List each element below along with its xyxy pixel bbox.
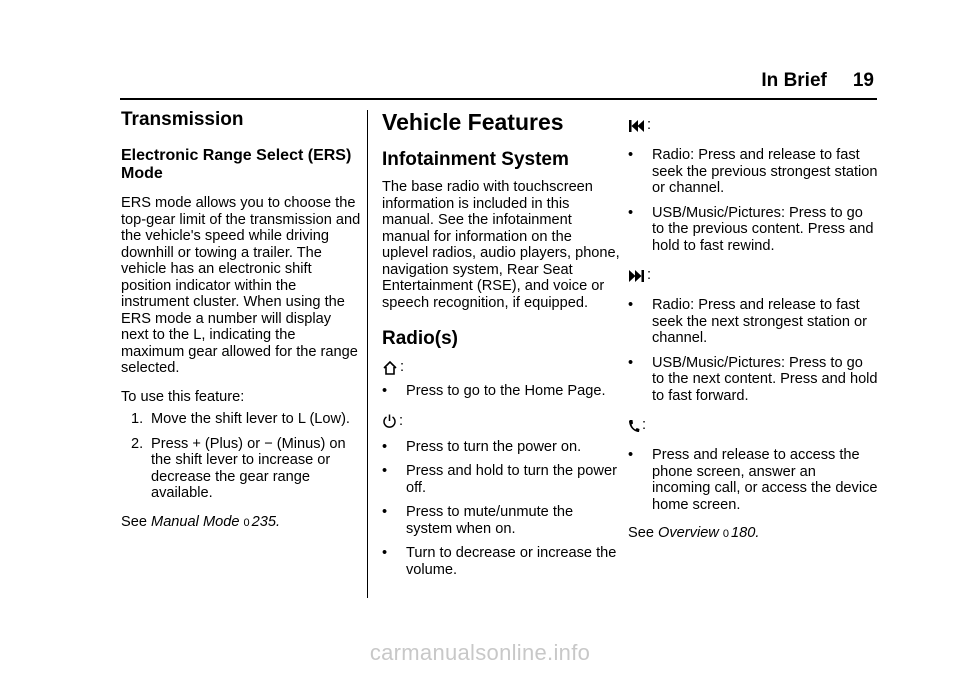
section-title: In Brief xyxy=(761,70,827,91)
bullet: • xyxy=(382,383,388,399)
section-heading-vehicle-features: Vehicle Features xyxy=(382,109,564,135)
bullet: • xyxy=(628,204,634,221)
step-text: Move the shift lever to L (Low). xyxy=(151,411,350,427)
column-vehicle-features xyxy=(382,102,622,578)
seek-forward-icon xyxy=(628,269,645,283)
bullet-text: Press to mute/unmute the system when on. xyxy=(406,504,574,537)
see-reference-manual-mode[interactable] xyxy=(121,514,361,532)
step-number: 1. xyxy=(131,411,144,427)
list-item xyxy=(628,147,878,197)
list-item xyxy=(382,439,622,456)
power-button-label xyxy=(382,412,622,431)
subheading-ers-mode: Electronic Range Select (ERS) Mode xyxy=(121,147,352,182)
see-prefix: See xyxy=(628,525,654,541)
use-intro: To use this feature: xyxy=(121,388,245,405)
list-item xyxy=(382,545,622,578)
bullet: • xyxy=(628,447,634,463)
bullet-text: USB/Music/Pictures: Press to go to the previous content. Press and hold to fast rewind. xyxy=(652,204,874,254)
bullet: • xyxy=(382,504,388,520)
seek-forward-button-label xyxy=(628,266,878,285)
colon: : xyxy=(400,359,405,376)
power-icon xyxy=(382,413,397,429)
bullet-text: Radio: Press and release to fast seek the previous strongest station or channel. xyxy=(652,147,878,196)
infotainment-description: The base radio with touchscreen information is included in this manual. See the infotainment manual for information on the uplevel radios, audio players, phone, navigation system, Rear Seat Entertainment (RSE), and voice or speech recognition, if equipped. xyxy=(382,179,620,311)
step-text: Press + (Plus) or − (Minus) on the shift lever to increase or decrease the gear range available. xyxy=(151,435,346,501)
colon: : xyxy=(647,117,652,134)
seek-back-icon xyxy=(628,119,645,133)
phone-icon xyxy=(628,419,640,433)
column-transmission xyxy=(121,102,361,531)
step-number: 2. xyxy=(131,435,144,452)
list-item xyxy=(628,205,878,255)
bullet: • xyxy=(382,545,388,561)
subheading-infotainment: Infotainment System xyxy=(382,149,569,170)
bullet-text: Turn to decrease or increase the volume. xyxy=(406,545,617,578)
seek-back-button-label xyxy=(628,116,878,135)
bullet: • xyxy=(382,438,388,455)
list-item xyxy=(628,447,878,513)
page-number: 19 xyxy=(852,70,874,91)
see-reference-overview[interactable] xyxy=(628,525,878,543)
colon: : xyxy=(647,267,652,284)
step-2 xyxy=(121,436,361,502)
colon: : xyxy=(399,412,404,429)
bullet: • xyxy=(382,463,388,479)
colon: : xyxy=(642,417,647,434)
list-item xyxy=(382,504,622,537)
section-heading-transmission: Transmission xyxy=(121,109,244,130)
column-divider xyxy=(367,110,368,598)
see-ref-text: Manual Mode xyxy=(151,513,240,530)
bullet-text: Press to go to the Home Page. xyxy=(406,383,606,399)
home-icon xyxy=(382,360,398,376)
ers-description: ERS mode allows you to choose the top-gear limit of the transmission and the vehicle's speed while driving downhill or towing a trailer. The vehicle has an electronic shift position indicator within the instrument cluster. When using the ERS mode a number will display next to the L, indicating the maximum gear allowed for the range selected. xyxy=(121,195,361,376)
list-item xyxy=(382,463,622,496)
step-1 xyxy=(121,411,361,428)
bullet: • xyxy=(628,297,634,313)
header-rule xyxy=(120,98,877,100)
bullet-text: Press and release to access the phone screen, answer an incoming call, or access the device home screen. xyxy=(652,447,878,513)
see-prefix: See xyxy=(121,513,147,530)
bullet: • xyxy=(628,354,634,371)
bullet-text: Radio: Press and release to fast seek the next strongest station or channel. xyxy=(652,297,867,346)
page-ref-arrow-icon: 0 xyxy=(243,516,250,529)
bullet: • xyxy=(628,147,634,163)
bullet-text: USB/Music/Pictures: Press to go to the next content. Press and hold to fast forward. xyxy=(652,354,878,404)
bullet-text: Press and hold to turn the power off. xyxy=(406,463,617,496)
bullet-text: Press to turn the power on. xyxy=(406,438,582,455)
watermark: carmanualsonline.info xyxy=(369,640,591,665)
subheading-radios: Radio(s) xyxy=(382,328,458,349)
list-item xyxy=(628,297,878,347)
phone-button-label xyxy=(628,416,878,435)
list-item xyxy=(382,383,622,400)
home-button-label xyxy=(382,358,622,377)
see-ref-page: 235. xyxy=(251,513,280,530)
see-ref-text: Overview xyxy=(658,525,719,541)
page-ref-arrow-icon: 0 xyxy=(722,528,729,540)
list-item xyxy=(628,355,878,405)
column-controls xyxy=(628,102,878,543)
see-ref-page: 180. xyxy=(730,525,760,541)
page-header xyxy=(761,70,874,92)
